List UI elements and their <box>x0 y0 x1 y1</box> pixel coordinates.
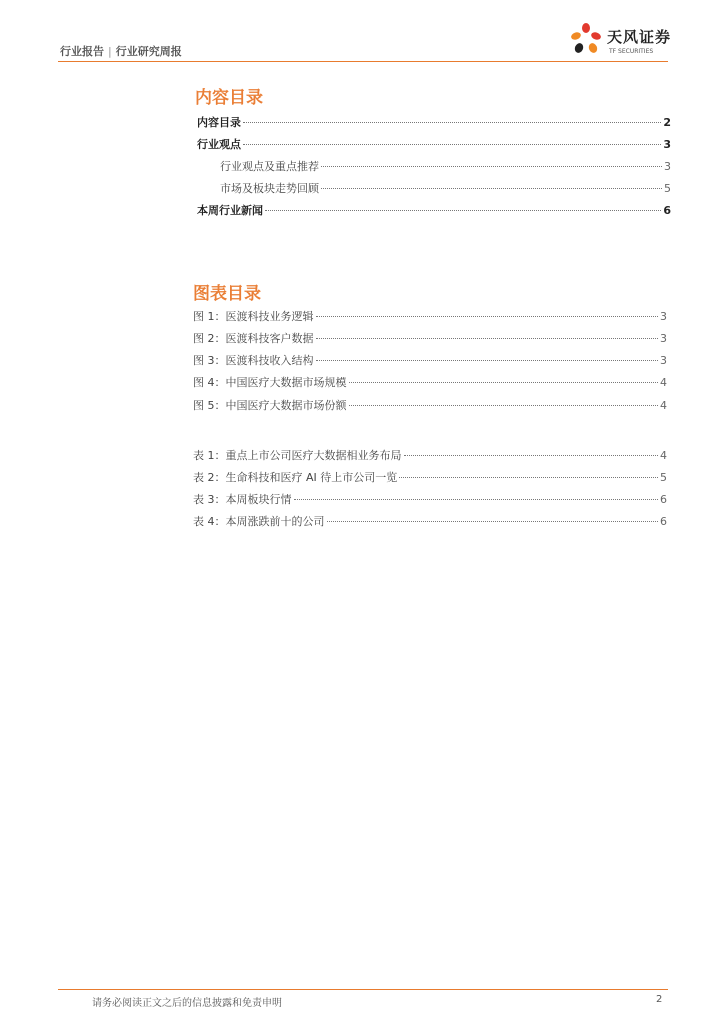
table-entry-label: 表 2：生命科技和医疗 AI 待上市公司一览 <box>193 471 398 484</box>
figure-entry[interactable] <box>193 397 667 413</box>
brand-subtitle: TF SECURITIES <box>609 48 654 55</box>
table-entry-label: 表 4：本周涨跌前十的公司 <box>193 515 325 528</box>
toc-leader-dots <box>349 405 659 406</box>
toc-leader-dots <box>321 166 662 167</box>
header-section: 行业报告 <box>60 45 104 58</box>
toc-entry[interactable] <box>197 114 671 130</box>
toc-entry-label: 本周行业新闻 <box>197 204 263 217</box>
table-entry[interactable] <box>193 513 667 529</box>
figure-entry[interactable] <box>193 308 667 324</box>
figure-entry-page: 3 <box>660 332 667 345</box>
table-entry-label: 表 1：重点上市公司医疗大数据相业务布局 <box>193 449 402 462</box>
table-entry-page: 6 <box>660 493 667 506</box>
toc-entry-page: 3 <box>663 138 671 151</box>
toc-leader-dots <box>316 338 659 339</box>
table-entry[interactable] <box>193 469 667 485</box>
header-report-type: 行业研究周报 <box>115 45 182 58</box>
figure-entry-label: 图 5：中国医疗大数据市场份额 <box>193 399 347 412</box>
table-entry-page: 6 <box>660 515 667 528</box>
toc-entry-label: 行业观点 <box>197 138 241 151</box>
toc-leader-dots <box>321 188 662 189</box>
header-separator: | <box>108 45 112 58</box>
toc-entry[interactable] <box>197 202 671 218</box>
toc-entry-page: 3 <box>664 160 671 173</box>
toc-leader-dots <box>399 477 658 478</box>
figure-entry[interactable] <box>193 330 667 346</box>
toc-entry-page: 6 <box>663 204 671 217</box>
toc-entry-label: 市场及板块走势回顾 <box>220 182 319 195</box>
toc-subentry[interactable] <box>220 158 671 174</box>
header-breadcrumb <box>60 43 182 59</box>
figure-entry[interactable] <box>193 352 667 368</box>
figure-entry-page: 4 <box>660 376 667 389</box>
toc-leader-dots <box>316 316 659 317</box>
toc-entry-page: 2 <box>663 116 671 129</box>
header-divider <box>58 61 668 62</box>
toc-leader-dots <box>327 521 659 522</box>
figure-entry-page: 3 <box>660 354 667 367</box>
toc-leader-dots <box>265 210 661 211</box>
figure-entry-page: 4 <box>660 399 667 412</box>
figure-entry-label: 图 3：医渡科技收入结构 <box>193 354 314 367</box>
figures-title: 图表目录 <box>193 284 261 304</box>
figure-entry-page: 3 <box>660 310 667 323</box>
figure-entry[interactable] <box>193 374 667 390</box>
toc-leader-dots <box>349 382 659 383</box>
table-entry-label: 表 3：本周板块行情 <box>193 493 292 506</box>
toc-subentry[interactable] <box>220 180 671 196</box>
page-header <box>0 0 724 62</box>
table-entry[interactable] <box>193 447 667 463</box>
footer-disclaimer: 请务必阅读正文之后的信息披露和免责申明 <box>92 998 282 1009</box>
figure-entry-label: 图 2：医渡科技客户数据 <box>193 332 314 345</box>
footer-page-number: 2 <box>656 994 663 1005</box>
figure-entry-label: 图 4：中国医疗大数据市场规模 <box>193 376 347 389</box>
flower-logo-icon <box>568 22 604 62</box>
toc-entry-label: 内容目录 <box>197 116 241 129</box>
toc-leader-dots <box>243 122 661 123</box>
table-entry-page: 5 <box>660 471 667 484</box>
toc-leader-dots <box>404 455 659 456</box>
toc-entry-page: 5 <box>664 182 671 195</box>
toc-leader-dots <box>316 360 659 361</box>
footer-divider <box>58 989 668 990</box>
table-entry[interactable] <box>193 491 667 507</box>
brand-logo <box>568 22 678 62</box>
contents-title: 内容目录 <box>195 88 263 108</box>
toc-leader-dots <box>243 144 661 145</box>
toc-leader-dots <box>294 499 659 500</box>
figure-entry-label: 图 1：医渡科技业务逻辑 <box>193 310 314 323</box>
table-entry-page: 4 <box>660 449 667 462</box>
toc-entry-label: 行业观点及重点推荐 <box>220 160 319 173</box>
brand-name: 天风证券 <box>607 28 672 46</box>
toc-entry[interactable] <box>197 136 671 152</box>
